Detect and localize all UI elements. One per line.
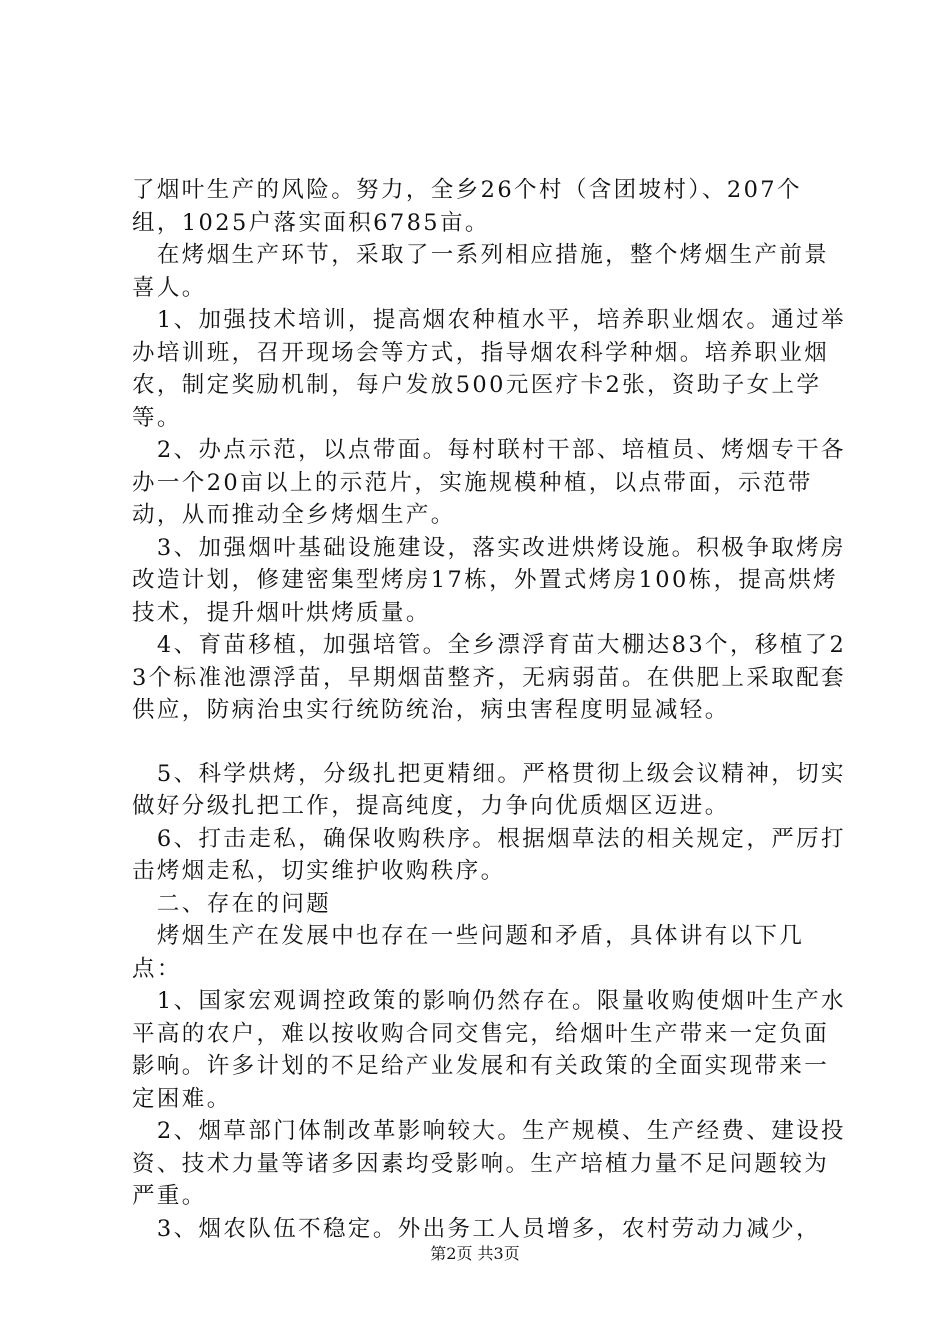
page-footer: 第2页 共3页	[430, 1244, 520, 1263]
paragraph-problem-1: 1、国家宏观调控政策的影响仍然存在。限量收购使烟叶生产水平高的农户，难以按收购合同交售完，给烟叶生产带来一定负面影响。许多计划的不足给产业发展和有关政策的全面实现带来一定困难。	[132, 988, 846, 1112]
paragraph-gap	[132, 727, 847, 758]
paragraph-problems-intro: 烤烟生产在发展中也存在一些问题和矛盾，具体讲有以下几点：	[132, 923, 805, 982]
paragraph-problem-3: 3、烟农队伍不稳定。外出务工人员增多，农村劳动力减少，	[132, 1215, 822, 1242]
paragraph-intro: 了烟叶生产的风险。努力，全乡26个村（含团坡村）、207个组，1025户落实面积6785亩。	[132, 177, 802, 236]
paragraph-item-6: 6、打击走私，确保收购秩序。根据烟草法的相关规定，严厉打击烤烟走私，切实维护收购秩序。	[132, 825, 846, 884]
paragraph-problem-2: 2、烟草部门体制改革影响较大。生产规模、生产经费、建设投资、技术力量等诸多因素均受影响。生产培植力量不足问题较为严重。	[132, 1118, 846, 1209]
paragraph-item-5: 5、科学烘烤，分级扎把更精细。严格贯彻上级会议精神，切实做好分级扎把工作，提高纯度，力争向优质烟区迈进。	[132, 760, 846, 819]
section-heading-problems: 二、存在的问题	[132, 890, 332, 917]
paragraph-item-1: 1、加强技术培训，提高烟农种植水平，培养职业烟农。通过举办培训班，召开现场会等方式，指导烟农科学种烟。培养职业烟农，制定奖励机制，每户发放500元医疗卡2张，资助子女上学等。	[132, 307, 846, 431]
paragraph-item-3: 3、加强烟叶基础设施建设，落实改进烘烤设施。积极争取烤房改造计划，修建密集型烤房17栋，外置式烤房100栋，提高烘烤技术，提升烟叶烘烤质量。	[132, 534, 846, 626]
paragraph-item-2: 2、办点示范，以点带面。每村联村干部、培植员、烤烟专干各办一个20亩以上的示范片，实施规模种植，以点带面，示范带动，从而推动全乡烤烟生产。	[132, 437, 846, 528]
body-text	[132, 174, 847, 1245]
paragraph-item-4: 4、育苗移植，加强培管。全乡漂浮育苗大棚达83个，移植了23个标准池漂浮苗，早期烟苗整齐，无病弱苗。在供肥上采取配套供应，防病治虫实行统防统治，病虫害程度明显减轻。	[132, 632, 847, 723]
paragraph-tobacco-curing: 在烤烟生产环节，采取了一系列相应措施，整个烤烟生产前景喜人。	[132, 242, 830, 301]
